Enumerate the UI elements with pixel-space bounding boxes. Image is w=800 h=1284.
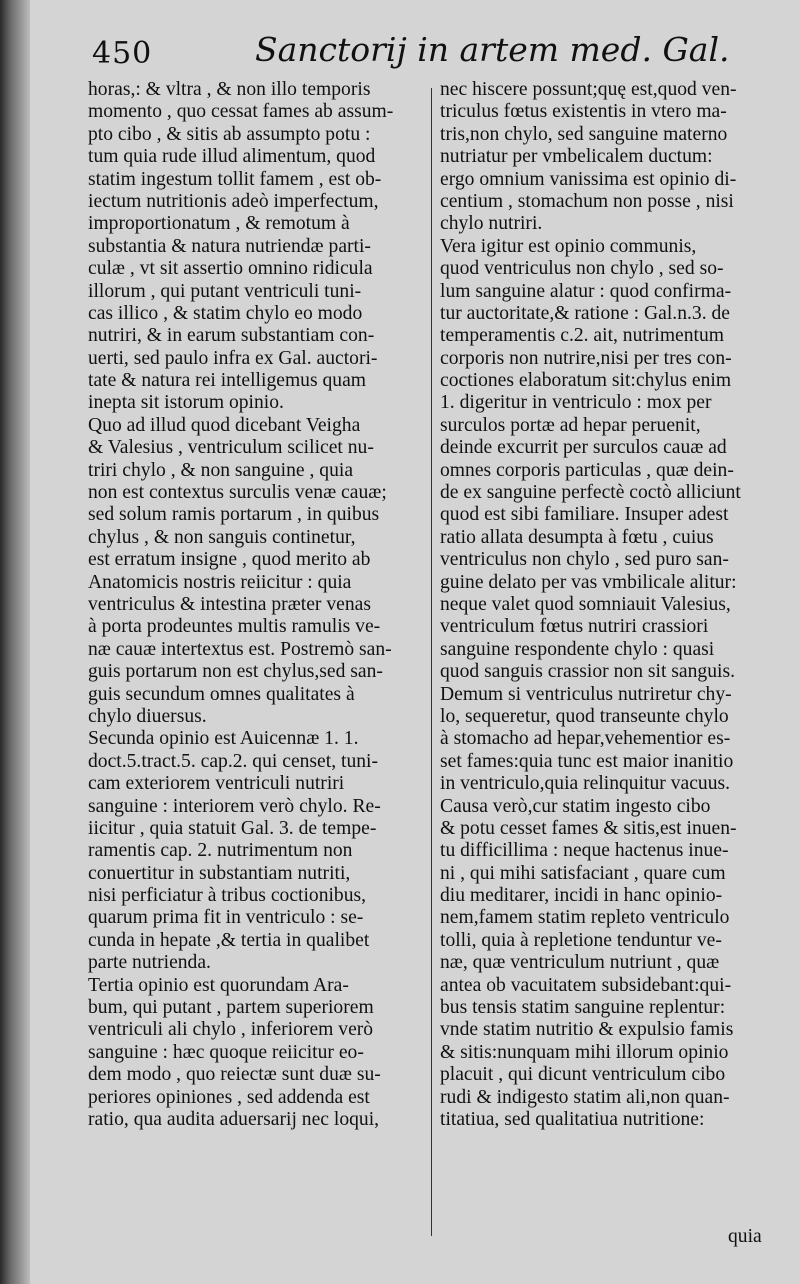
text-line: ergo omnium vanissima est opinio di- xyxy=(440,168,737,190)
text-line: de ex sanguine perfectè coctò alliciunt xyxy=(440,482,741,504)
text-line: surculos portæ ad hepar peruenit, xyxy=(440,414,701,436)
text-line: tate & natura rei intelligemus quam xyxy=(88,370,367,392)
text-line: chylus , & non sanguis continetur, xyxy=(88,526,356,548)
text-line: tu difficillima : neque hactenus inue- xyxy=(440,840,729,862)
text-line: non est contextus surculis venæ cauæ; xyxy=(88,482,387,504)
text-line: set fames:quia tunc est maior inanitio xyxy=(440,750,734,772)
text-line: titatiua, sed qualitatiua nutritione: xyxy=(440,1108,705,1130)
text-line: nisi perficiatur à tribus coctionibus, xyxy=(88,885,367,907)
text-line: Tertia opinio est quorundam Ara- xyxy=(88,974,349,996)
text-line: statim ingestum tollit famem , est ob- xyxy=(88,168,382,190)
text-line: ratio, qua audita aduersarij nec loqui, xyxy=(88,1108,380,1130)
text-line: omnes corporis particulas , quæ dein- xyxy=(440,459,734,481)
text-line: centium , stomachum non posse , nisi xyxy=(440,190,734,212)
text-line: guis portarum non est chylus,sed san- xyxy=(88,661,383,683)
text-line: nutriatur per vmbelicalem ductum: xyxy=(440,146,713,168)
text-line: diu meditarer, incidi in hanc opinio- xyxy=(440,885,723,907)
text-line: sanguine : hæc quoque reiicitur eo- xyxy=(88,1041,364,1063)
text-line: bum, qui putant , partem superiorem xyxy=(88,997,374,1019)
text-line: inepta sit istorum opinio. xyxy=(88,392,284,414)
text-line: ventriculus non chylo , sed puro san- xyxy=(440,549,729,571)
text-line: iectum nutritionis adeò imperfectum, xyxy=(88,190,379,212)
text-line: periores opiniones , sed addenda est xyxy=(88,1086,370,1108)
text-line: ni , qui mihi satisfaciant , quare cum xyxy=(440,862,726,884)
text-line: quarum prima fit in ventriculo : se- xyxy=(88,907,364,929)
text-line: lo, sequeretur, quod transeunte chylo xyxy=(440,705,729,727)
text-line: pto cibo , & sitis ab assumpto potu : xyxy=(88,123,371,145)
text-line: momento , quo cessat fames ab assum- xyxy=(88,101,394,123)
text-line: & sitis:nunquam mihi illorum opinio xyxy=(440,1041,729,1063)
text-line: est erratum insigne , quod merito ab xyxy=(88,549,371,571)
text-line: cunda in hepate ,& tertia in qualibet xyxy=(88,929,370,951)
text-line: nec hiscere possunt;quę est,quod ven- xyxy=(440,79,737,100)
running-title: Sanctorij in artem med. Gal. xyxy=(255,30,730,69)
text-line: dem modo , quo reiectæ sunt duæ su- xyxy=(88,1064,381,1086)
page-number: 450 xyxy=(92,36,153,71)
text-line: corporis non nutrire,nisi per tres con- xyxy=(440,347,732,369)
text-line: sed solum ramis portarum , in quibus xyxy=(88,504,380,526)
text-line: substantia & natura nutriendæ parti- xyxy=(88,235,371,257)
text-line: tur auctoritate,& ratione : Gal.n.3. de xyxy=(440,302,730,324)
text-line: Quo ad illud quod dicebant Veigha xyxy=(88,414,361,436)
text-line: iicitur , quia statuit Gal. 3. de tempe- xyxy=(88,817,377,839)
text-line: antea ob vacuitatem subsidebant:qui- xyxy=(440,974,732,996)
text-line: quod est sibi familiare. Insuper adest xyxy=(440,504,729,526)
text-line: quod sanguis crassior non sit sanguis. xyxy=(440,661,735,683)
text-line: neque valet quod somniauit Valesius, xyxy=(440,593,731,615)
text-line: ventriculus & intestina præter venas xyxy=(88,593,371,615)
text-line: parte nutrienda. xyxy=(88,952,211,974)
right-text-column xyxy=(440,79,790,1131)
text-line: nem,famem statim repleto ventriculo xyxy=(440,907,730,929)
text-line: quod ventriculus non chylo , sed so- xyxy=(440,258,724,280)
text-line: nutriri, & in earum substantiam con- xyxy=(88,325,375,347)
text-line: doct.5.tract.5. cap.2. qui censet, tuni- xyxy=(88,750,379,772)
text-line: lum sanguine alatur : quod confirma- xyxy=(440,280,732,302)
text-line: in ventriculo,quia relinquitur vacuus. xyxy=(440,773,731,795)
text-line: cas illico , & statim chylo eo modo xyxy=(88,302,363,324)
text-line: Demum si ventriculus nutriretur chy- xyxy=(440,683,732,705)
text-line: placuit , qui dicunt ventriculum cibo xyxy=(440,1064,726,1086)
text-line: improportionatum , & remotum à xyxy=(88,213,350,235)
catchword: quia xyxy=(728,1226,762,1247)
text-line: sanguine respondente chylo : quasi xyxy=(440,638,715,660)
text-line: conuertitur in substantiam nutriti, xyxy=(88,862,351,884)
text-line: chylo nutriri. xyxy=(440,213,543,235)
text-line: næ cauæ intertextus est. Postremò san- xyxy=(88,638,392,660)
text-line: guis secundum omnes qualitates à xyxy=(88,683,355,705)
text-line: uerti, sed paulo infra ex Gal. auctori- xyxy=(88,347,378,369)
text-line: à porta prodeuntes multis ramulis ve- xyxy=(88,616,381,638)
text-line: ramentis cap. 2. nutrimentum non xyxy=(88,840,353,862)
column-divider xyxy=(431,88,432,1236)
text-line: coctiones elaboratum sit:chylus enim xyxy=(440,370,732,392)
text-line: vnde statim nutritio & expulsio famis xyxy=(440,1019,734,1041)
text-line: cam exteriorem ventriculi nutriri xyxy=(88,773,345,795)
text-line: Secunda opinio est Auicennæ 1. 1. xyxy=(88,728,359,750)
text-line: ratio allata desumpta à fœtu , cuius xyxy=(440,526,714,548)
text-line: à stomacho ad hepar,vehementior es- xyxy=(440,728,731,750)
text-line: & potu cesset fames & sitis,est inuen- xyxy=(440,817,737,839)
book-gutter-shadow xyxy=(0,0,30,1284)
text-line: Anatomicis nostris reiicitur : quia xyxy=(88,571,352,593)
text-line: tolli, quia à repletione tenduntur ve- xyxy=(440,929,722,951)
text-line: bus tensis statim sanguine replentur: xyxy=(440,997,726,1019)
text-line: horas,: & vltra , & non illo temporis xyxy=(88,79,371,100)
text-line: triri chylo , & non sanguine , quia xyxy=(88,459,354,481)
text-line: guine delato per vas vmbilicale alitur: xyxy=(440,571,737,593)
text-line: ventriculi ali chylo , inferiorem verò xyxy=(88,1019,374,1041)
text-line: 1. digeritur in ventriculo : mox per xyxy=(440,392,712,414)
left-text-column xyxy=(88,79,426,1131)
text-line: tris,non chylo, sed sanguine materno xyxy=(440,123,728,145)
text-line: culæ , vt sit assertio omnino ridicula xyxy=(88,258,373,280)
text-line: Causa verò,cur statim ingesto cibo xyxy=(440,795,711,817)
text-line: tum quia rude illud alimentum, quod xyxy=(88,146,376,168)
text-line: illorum , qui putant ventriculi tuni- xyxy=(88,280,362,302)
text-line: temperamentis c.2. ait, nutrimentum xyxy=(440,325,725,347)
text-line: Vera igitur est opinio communis, xyxy=(440,235,697,257)
text-line: chylo diuersus. xyxy=(88,705,207,727)
text-line: triculus fœtus existentis in vtero ma- xyxy=(440,101,727,123)
text-line: & Valesius , ventriculum scilicet nu- xyxy=(88,437,374,459)
text-line: næ, quæ ventriculum nutriunt , quæ xyxy=(440,952,720,974)
text-line: sanguine : interiorem verò chylo. Re- xyxy=(88,795,381,817)
text-line: ventriculum fœtus nutriri crassiori xyxy=(440,616,709,638)
text-line: deinde excurrit per surculos cauæ ad xyxy=(440,437,727,459)
text-line: rudi & indigesto statim ali,non quan- xyxy=(440,1086,730,1108)
